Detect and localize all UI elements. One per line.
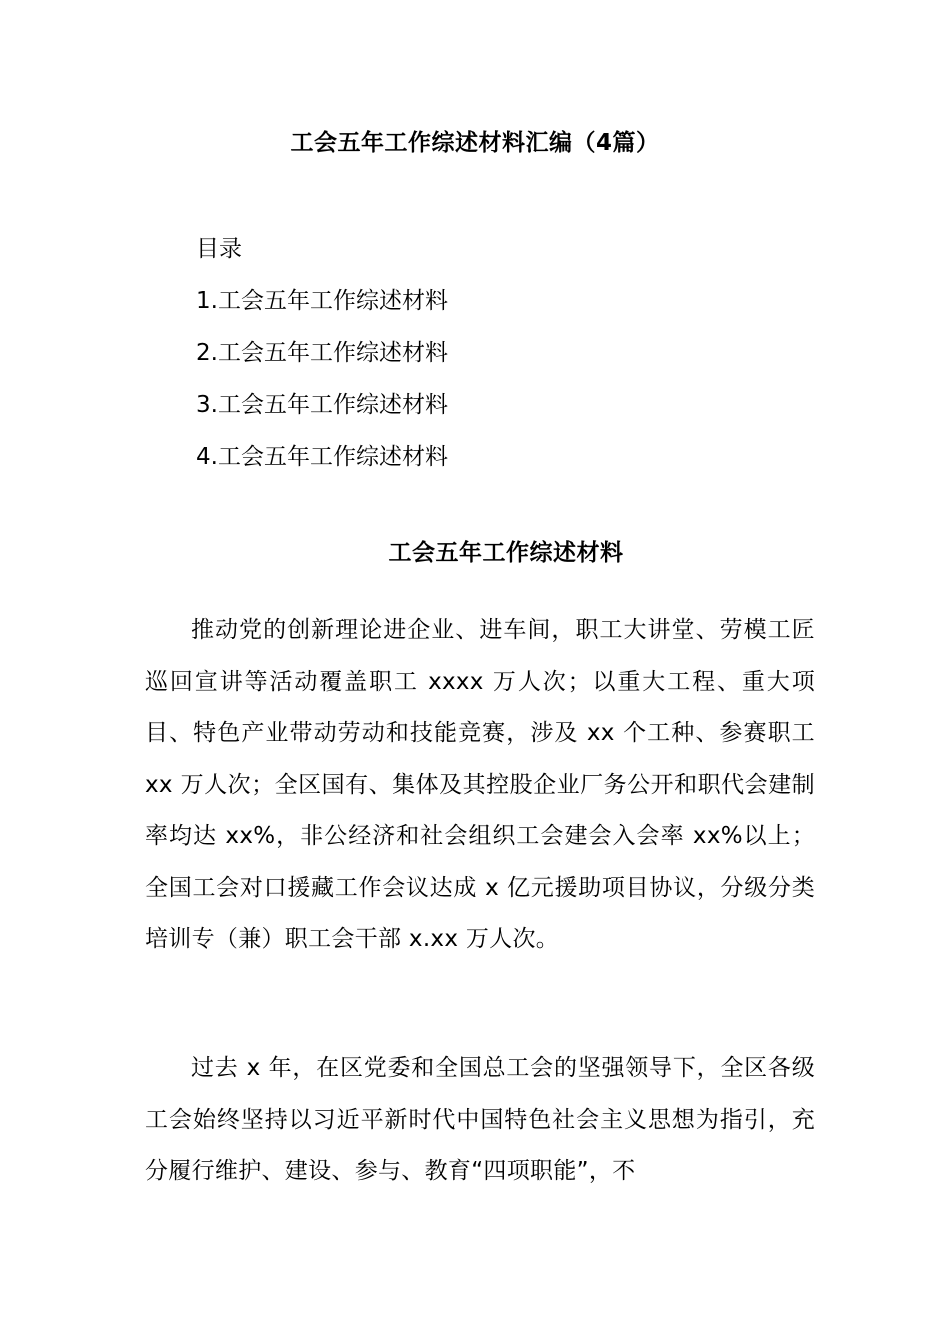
document-title: 工会五年工作综述材料汇编（4篇） bbox=[290, 130, 660, 156]
table-of-contents bbox=[196, 233, 448, 493]
toc-item: 2.工会五年工作综述材料 bbox=[196, 340, 448, 366]
toc-item: 3.工会五年工作综述材料 bbox=[196, 392, 448, 418]
body-paragraph: 推动党的创新理论进企业、进车间，职工大讲堂、劳模工匠巡回宣讲等活动覆盖职工 xxxx 万人次；以重大工程、重大项目、特色产业带动劳动和技能竞赛，涉及 xx 个工种、参赛职工 xx 万人次；全区国有、集体及其控股企业厂务公开和职代会建制率均达 xx%，非公经济和社会组织工会建会入会率 xx%以上；全国工会对口援藏工作会议达成 x 亿元援助项目协议，分级分类培训专（兼）职工会干部 x.xx 万人次。 bbox=[145, 617, 815, 952]
toc-heading: 目录 bbox=[196, 236, 242, 262]
body-paragraph: 过去 x 年，在区党委和全国总工会的坚强领导下，全区各级工会始终坚持以习近平新时代中国特色社会主义思想为指引，充分履行维护、建设、参与、教育“四项职能”，不 bbox=[145, 1055, 815, 1184]
toc-item: 1.工会五年工作综述材料 bbox=[196, 288, 448, 314]
section-title: 工会五年工作综述材料 bbox=[388, 540, 624, 566]
toc-item: 4.工会五年工作综述材料 bbox=[196, 444, 448, 470]
